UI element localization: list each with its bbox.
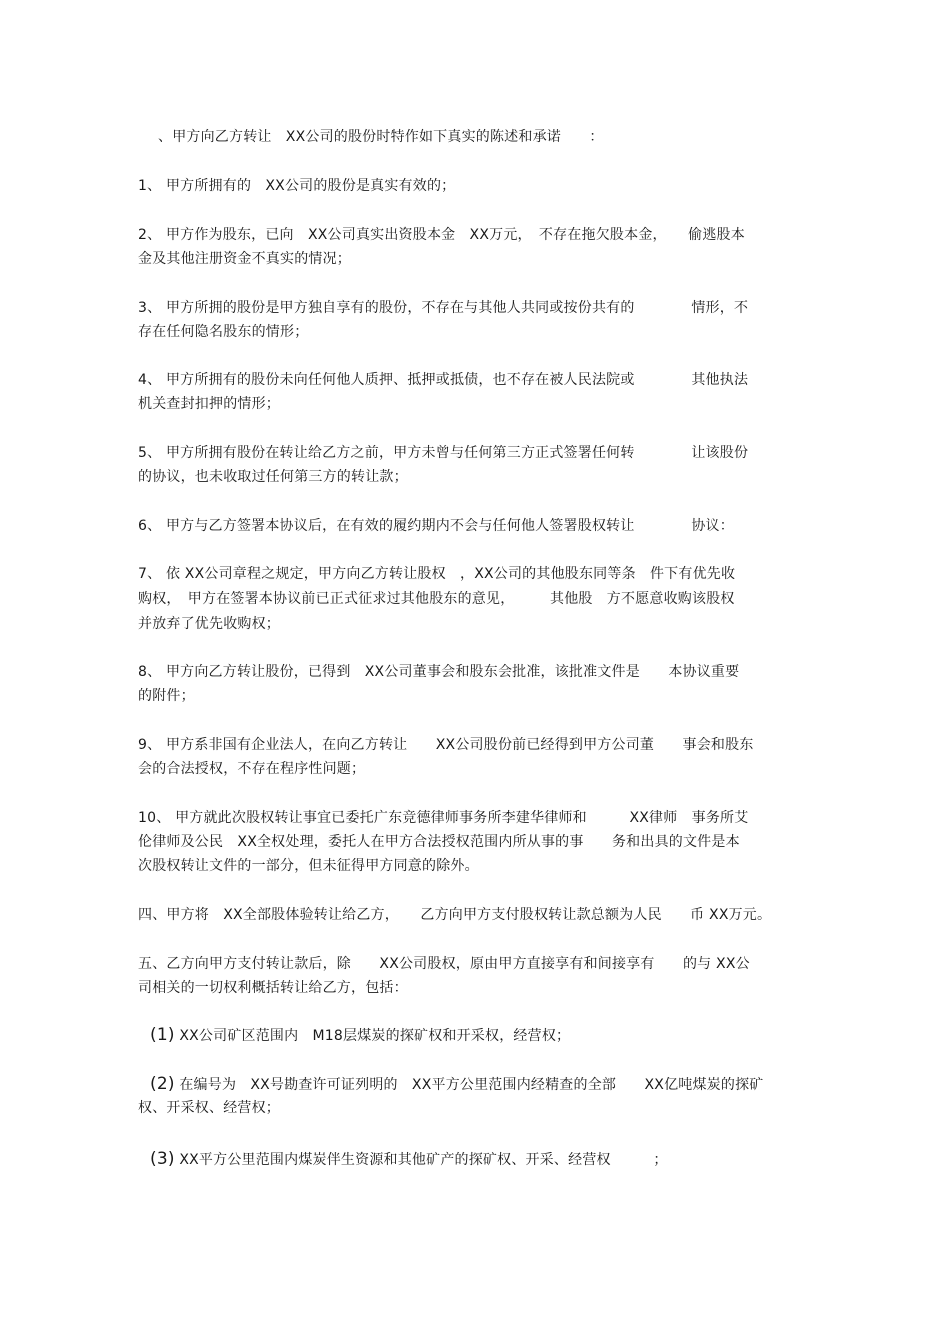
section-5-line-2 [138, 979, 408, 997]
clause-text: 司相关的一切权利概括转让给乙方，包括： [138, 980, 408, 996]
clause-text: 9、 甲方系非国有企业法人，在向乙方转让 XX公司股份前已经得到甲方公司董 事会和股东 [138, 737, 754, 753]
sub-item-text: XX平方公里范围内煤炭伴生资源和其他矿产的探矿权、开采、经营权 ； [179, 1152, 668, 1168]
section-4-line-1 [138, 906, 771, 924]
sub-item-3-line-1 [150, 1150, 668, 1169]
sub-item-2-line-2 [138, 1099, 280, 1117]
clause-7-line-3 [138, 615, 280, 633]
clause-text: 会的合法授权，不存在程序性问题； [138, 761, 366, 777]
clause-9-line-2 [138, 760, 365, 778]
sub-item-number: (3) [150, 1149, 175, 1169]
clause-4-line-2 [138, 395, 280, 413]
clause-text: 6、 甲方与乙方签署本协议后，在有效的履约期内不会与任何他人签署股权转让 协议： [138, 518, 734, 534]
sub-item-text: XX公司矿区范围内 M18层煤炭的探矿权和开采权，经营权； [179, 1028, 571, 1044]
clause-text: 10、 甲方就此次股权转让事宜已委托广东竞德律师事务所李建华律师和 XX律师 事务所艾 [138, 810, 749, 826]
clause-4-line-1 [138, 371, 748, 389]
clause-10-line-1 [138, 809, 748, 827]
section-5-line-1 [138, 955, 750, 973]
clause-8-line-1 [138, 663, 739, 681]
clause-text: 3、 甲方所拥的股份是甲方独自享有的股份，不存在与其他人共同或按份共有的 情形，不 [138, 300, 749, 316]
clause-6-line-1 [138, 517, 734, 535]
clause-9-line-1 [138, 736, 754, 754]
heading-text: 、甲方向乙方转让 XX公司的股份时特作如下真实的陈述和承诺 ： [158, 129, 604, 145]
clause-1-line-1 [138, 177, 455, 195]
section-heading [158, 128, 604, 146]
clause-8-line-2 [138, 687, 195, 705]
clause-7-line-2 [138, 590, 735, 608]
clause-text: 5、 甲方所拥有股份在转让给乙方之前，甲方未曾与任何第三方正式签署任何转 让该股份 [138, 445, 749, 461]
clause-text: 金及其他注册资金不真实的情况； [138, 251, 351, 267]
clause-5-line-1 [138, 444, 748, 462]
clause-2-line-1 [138, 226, 745, 244]
sub-item-1-line-1 [150, 1026, 570, 1045]
clause-text: 2、 甲方作为股东，已向 XX公司真实出资股本金 XX万元， 不存在拖欠股本金， 偷逃股本 [138, 227, 745, 243]
clause-3-line-2 [138, 323, 308, 341]
clause-text: 并放弃了优先收购权； [138, 616, 280, 632]
clause-5-line-2 [138, 468, 408, 486]
clause-2-line-2 [138, 250, 351, 268]
clause-10-line-3 [138, 857, 479, 875]
clause-3-line-1 [138, 299, 748, 317]
clause-text: 次股权转让文件的一部分，但未征得甲方同意的除外。 [138, 858, 479, 874]
sub-item-2-line-1 [150, 1075, 764, 1094]
sub-item-number: (1) [150, 1025, 175, 1045]
clause-text: 4、 甲方所拥有的股份未向任何他人质押、抵押或抵债，也不存在被人民法院或 其他执法 [138, 372, 749, 388]
clause-text: 五、乙方向甲方支付转让款后，除 XX公司股权，原由甲方直接享有和间接享有 的与 XX公 [138, 956, 750, 972]
clause-text: 伦律师及公民 XX全权处理，委托人在甲方合法授权范围内所从事的事 务和出具的文件是本 [138, 834, 740, 850]
sub-item-number: (2) [150, 1074, 175, 1094]
clause-text: 1、 甲方所拥有的 XX公司的股份是真实有效的； [138, 178, 456, 194]
clause-10-line-2 [138, 833, 740, 851]
clause-7-line-1 [138, 565, 735, 583]
clause-text: 的协议，也未收取过任何第三方的转让款； [138, 469, 408, 485]
clause-text: 四、甲方将 XX全部股体验转让给乙方， 乙方向甲方支付股权转让款总额为人民 币 XX万元。 [138, 907, 772, 923]
clause-text: 购权， 甲方在签署本协议前已正式征求过其他股东的意见， 其他股 方不愿意收购该股权 [138, 591, 735, 607]
clause-text: 7、 依 XX公司章程之规定，甲方向乙方转让股权 ，XX公司的其他股东同等条 件下有优先收 [138, 566, 736, 582]
sub-item-text: 权、开采权、经营权； [138, 1100, 280, 1116]
clause-text: 8、 甲方向乙方转让股份，已得到 XX公司董事会和股东会批准，该批准文件是 本协议重要 [138, 664, 740, 680]
clause-text: 机关查封扣押的情形； [138, 396, 280, 412]
clause-text: 的附件； [138, 688, 195, 704]
sub-item-text: 在编号为 XX号勘查许可证列明的 XX平方公里范围内经精查的全部 XX亿吨煤炭的探矿 [179, 1077, 764, 1093]
clause-text: 存在任何隐名股东的情形； [138, 324, 309, 340]
